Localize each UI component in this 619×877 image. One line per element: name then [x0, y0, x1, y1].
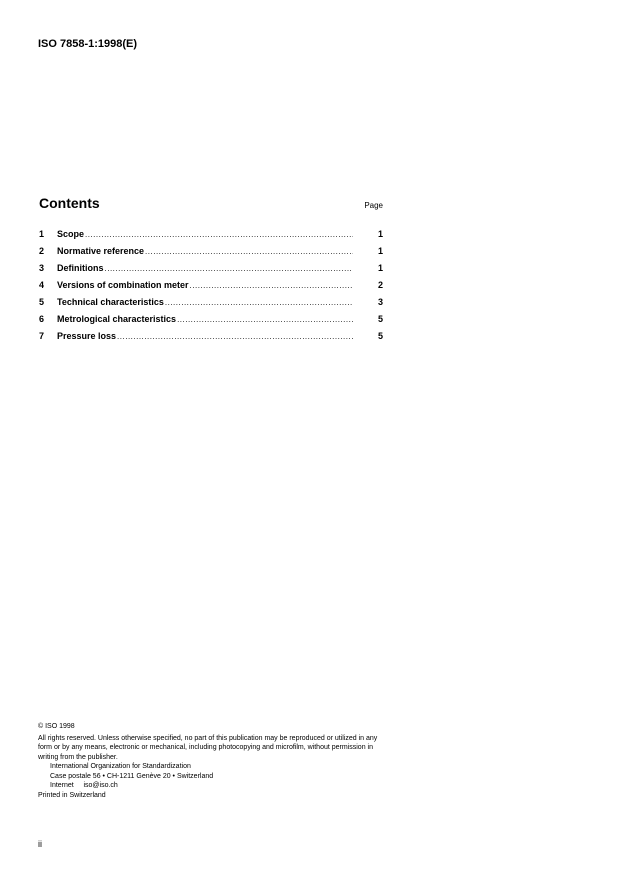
document-id-header: ISO 7858-1:1998(E)	[38, 38, 138, 50]
toc-entry-versions-of-combination-meter[interactable]	[39, 280, 383, 297]
toc-dot-leader	[190, 281, 353, 290]
page-column-label: Page	[364, 201, 383, 210]
toc-entry-normative-reference[interactable]	[39, 246, 383, 263]
toc-entry-title: Versions of combination meter	[57, 280, 189, 290]
toc-entry-definitions[interactable]	[39, 263, 383, 280]
toc-dot-leader	[117, 332, 353, 341]
rights-statement: All rights reserved. Unless otherwise specified, no part of this publication may be reproduced or utilized in any form or by any means, electronic or mechanical, including photocopying and microfilm, without permission in writing from the publisher.	[38, 734, 378, 761]
toc-entry-metrological-characteristics[interactable]	[39, 314, 383, 331]
copyright-block	[38, 722, 384, 800]
toc-entry-page: 5	[377, 314, 383, 324]
copyright-notice: © ISO 1998	[38, 723, 75, 730]
toc-entry-title: Scope	[57, 229, 85, 239]
toc-entry-number: 5	[39, 297, 45, 307]
toc-entry-pressure-loss[interactable]	[39, 331, 383, 348]
toc-entry-page: 1	[377, 229, 383, 239]
toc-entry-technical-characteristics[interactable]	[39, 297, 383, 314]
toc-dot-leader	[145, 247, 353, 256]
toc-dot-leader	[105, 264, 354, 273]
toc-entry-title: Pressure loss	[57, 331, 117, 341]
table-of-contents	[39, 229, 383, 348]
publisher-internet: Internet iso@iso.ch	[50, 782, 118, 789]
toc-entry-number: 4	[39, 280, 45, 290]
toc-entry-title: Technical characteristics	[57, 297, 164, 307]
toc-entry-page: 1	[377, 246, 383, 256]
toc-dot-leader	[165, 298, 353, 307]
publisher-address: Case postale 56 • CH-1211 Genève 20 • Switzerland	[50, 772, 214, 780]
toc-entry-title: Metrological characteristics	[57, 314, 177, 324]
toc-entry-scope[interactable]	[39, 229, 383, 246]
toc-dot-leader	[177, 315, 353, 324]
publisher-name: International Organization for Standardization	[50, 763, 191, 770]
toc-entry-page: 5	[377, 331, 383, 341]
printed-in: Printed in Switzerland	[38, 791, 106, 799]
toc-entry-number: 6	[39, 314, 45, 324]
contents-title: Contents	[39, 195, 100, 211]
toc-entry-page: 2	[377, 280, 383, 290]
toc-entry-number: 3	[39, 263, 45, 273]
toc-entry-title: Normative reference	[57, 246, 145, 256]
toc-entry-page: 1	[377, 263, 383, 273]
toc-dot-leader	[85, 230, 353, 239]
toc-entry-title: Definitions	[57, 263, 104, 273]
toc-entry-page: 3	[377, 297, 383, 307]
toc-entry-number: 7	[39, 331, 45, 341]
page-number: ii	[38, 839, 42, 849]
toc-entry-number: 2	[39, 246, 45, 256]
toc-entry-number: 1	[39, 229, 45, 239]
